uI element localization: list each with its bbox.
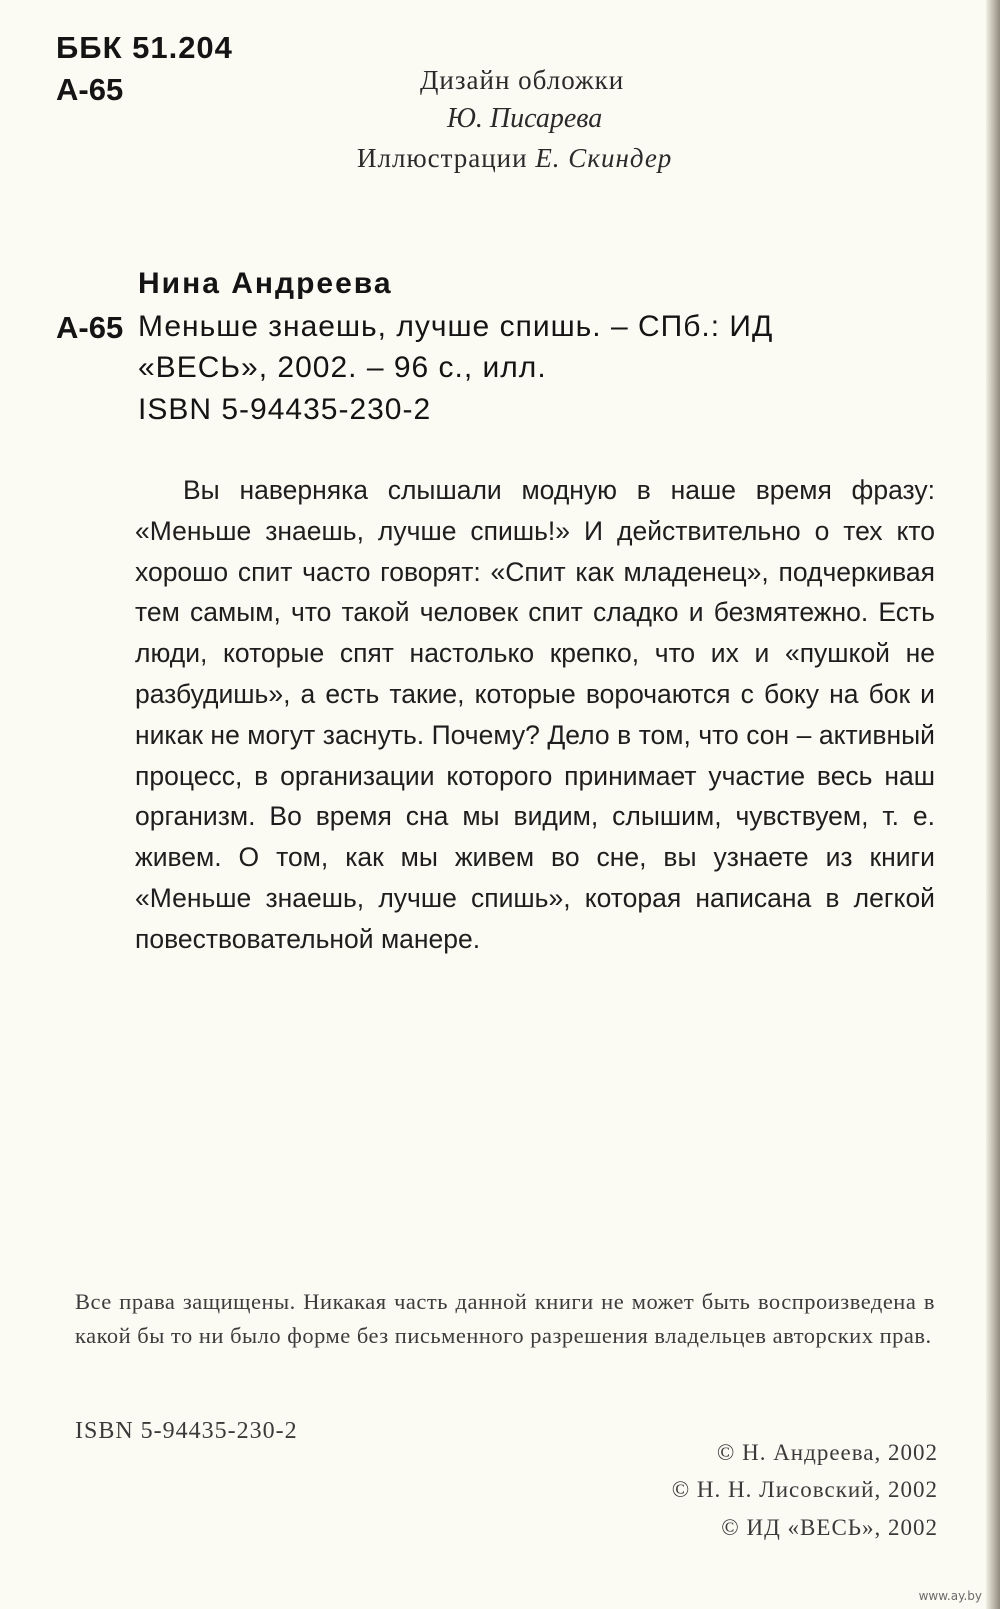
bbk-code: ББК 51.204 [56, 30, 233, 65]
illustrator-name: Е. Скиндер [535, 143, 673, 173]
site-watermark: www.ay.by [918, 1589, 982, 1603]
copyright-line: © ИД «ВЕСЬ», 2002 [721, 1515, 938, 1540]
catalog-title-line: Меньше знаешь, лучше спишь. – СПб.: ИД [138, 310, 774, 343]
copyright-line: © Н. Андреева, 2002 [716, 1440, 938, 1465]
author-name: Нина Андреева [138, 267, 393, 300]
card-author-mark: А-65 [56, 310, 124, 345]
cover-design-label: Дизайн обложки [420, 65, 625, 95]
author-mark: А-65 [56, 72, 124, 107]
book-abstract: Вы наверняка слышали модную в наше время фразу: «Меньше знаешь, лучше спишь!» И действительно о тех кто хорошо спит часто говорят: «Спит как младенец», подчеркивая тем самым, что такой человек спит сладко и безмятежно. Есть люди, которые спят настолько крепко, что их и «пушкой не разбудишь», а есть такие, которые ворочаются с боку на бок и никак не могут заснуть. Почему? Дело в том, что сон – активный процесс, в организации которого принимает участие весь наш организм. Во время сна мы видим, слышим, чувствуем, т. е. живем. О том, как мы живем во сне, вы узнаете из книги «Меньше знаешь, лучше спишь», которая написана в легкой повествовательной манере. [135, 475, 935, 954]
illustrations-credit [357, 143, 672, 174]
page-edge-shadow [986, 0, 1000, 1609]
illustrations-label: Иллюстрации [357, 143, 528, 173]
isbn-bottom: ISBN 5-94435-230-2 [75, 1418, 298, 1444]
catalog-isbn: ISBN 5-94435-230-2 [138, 393, 432, 426]
cover-designer-name: Ю. Писарева [447, 103, 603, 134]
copyright-line: © Н. Н. Лисовский, 2002 [671, 1477, 938, 1502]
catalog-publisher-line: «ВЕСЬ», 2002. – 96 с., илл. [138, 351, 547, 384]
rights-notice: Все права защищены. Никакая часть данной книги не может быть воспроизведена в какой бы то ни было форме без письменного разрешения владельцев авторских прав. [75, 1289, 935, 1348]
